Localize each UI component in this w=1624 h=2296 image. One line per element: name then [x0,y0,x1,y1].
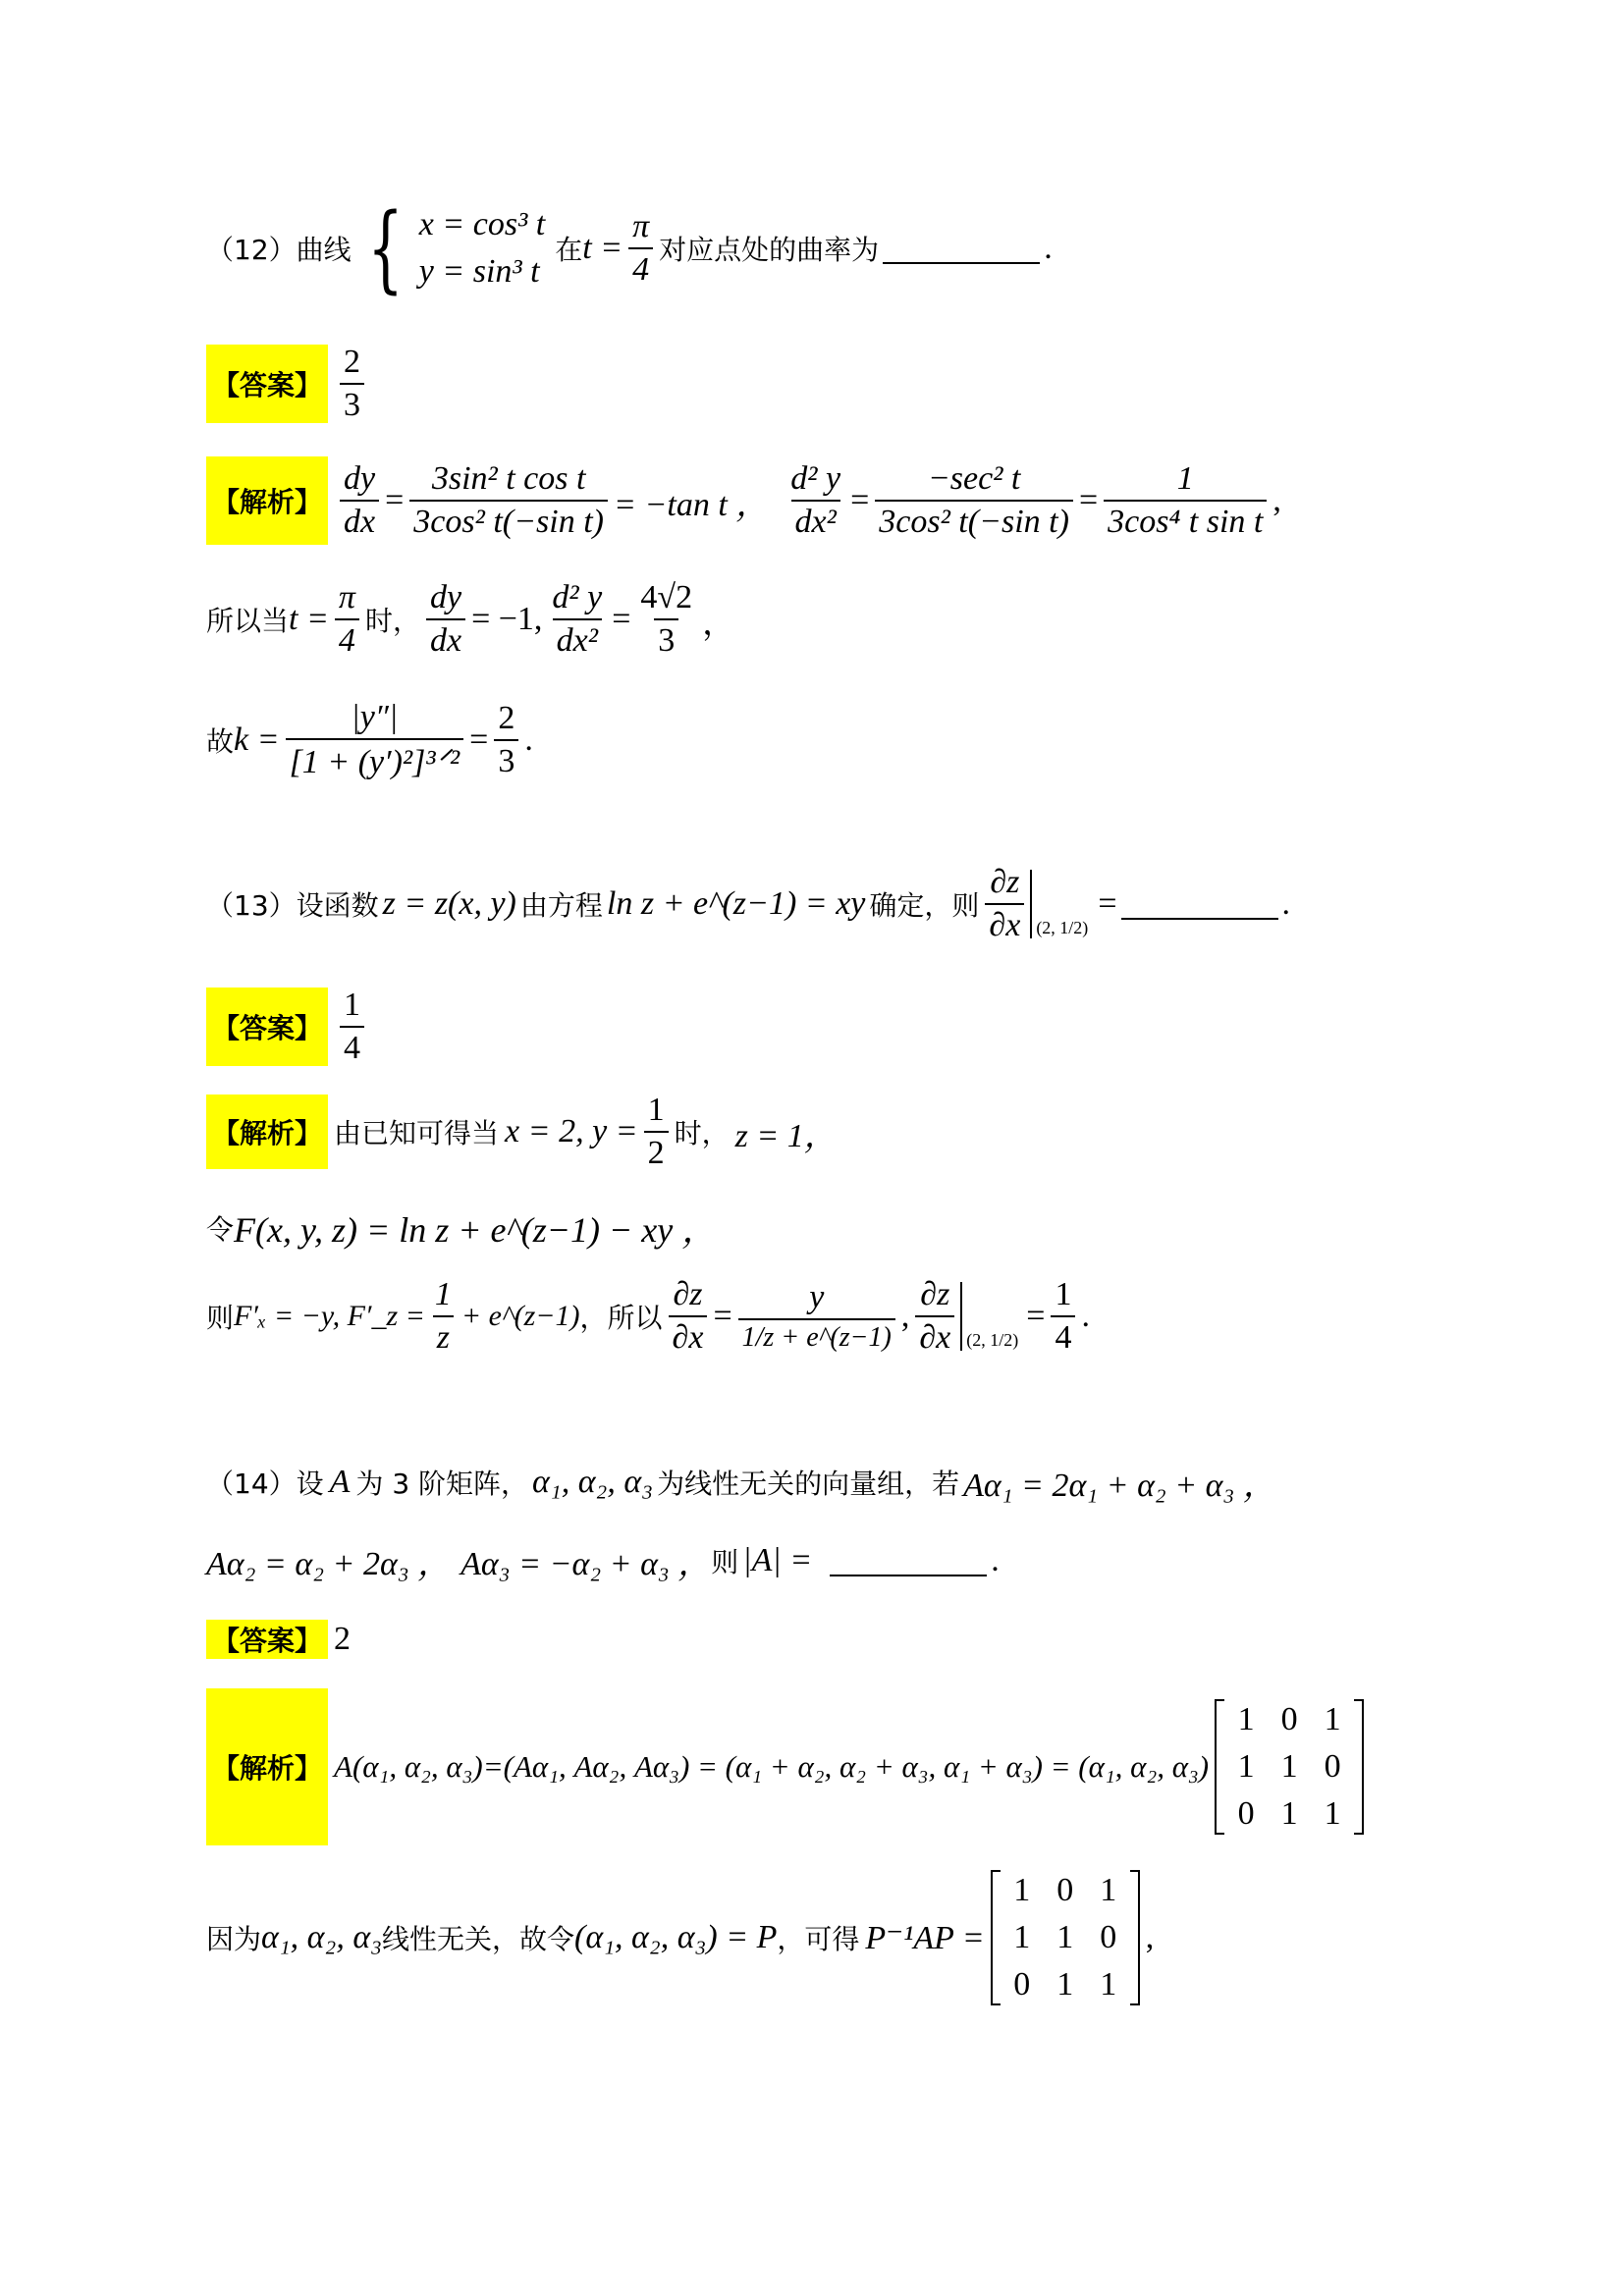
sol12-frac1 [409,460,608,541]
sol14-inv: P⁻¹AP = [865,1920,985,1956]
sol13-px: ∂x [669,1315,708,1357]
q12-answer-blank [883,233,1040,264]
sol12-d2ydx2 [548,579,606,660]
q12-pi-over-4 [628,208,653,289]
q12-parametric-system [419,206,546,291]
matrix-cell: 1 [1237,1701,1255,1737]
sol14-line1 [206,1688,1370,1845]
q14-then: 则 [711,1545,739,1578]
sol13-when: 时， [674,1117,730,1149]
sol13-1: 1 [434,1276,452,1312]
sol12-four: 4 [335,618,359,660]
sol13-result-den: 4 [1051,1315,1075,1357]
sol13-pz2: ∂z [920,1276,950,1312]
q14-answer-blank [830,1545,987,1576]
sol13-line2 [206,1202,717,1253]
sol12-frac2-num: −sec² t [927,460,1021,497]
q14-eq1: Aα₁ = 2α₁ + α₂ + α₃ ， [963,1468,1276,1504]
q12-end: . [1044,230,1053,266]
ans13 [206,987,370,1067]
sol12-pi: π [338,579,355,615]
sol12-dx2: dx² [553,618,602,660]
q13-pz: ∂z [990,864,1020,900]
sol14-matrix [1215,1699,1364,1835]
sol13-dot: . [1081,1298,1090,1334]
q13-equation: ln z + e^(z−1) = xy [606,885,866,922]
sol12-dx: dx [426,618,465,660]
matrix-cell: 0 [1324,1748,1341,1785]
sol13-partial2 [915,1276,954,1357]
q14-t2: 为线性无关的向量组，若 [657,1467,960,1500]
ans12 [206,344,370,424]
sol14-matrix2 [991,1870,1140,2005]
sol13-y-den: 1/z + e^(z−1) [738,1318,895,1354]
sol12-dydx [426,579,465,660]
sol13-ze: 则 [206,1302,235,1334]
matrix-cell: 1 [1013,1919,1031,1955]
q14-alphas: α₁, α₂, α₃ [532,1463,654,1500]
q12-x-equation: x = cos³ t [418,206,546,242]
d2y: d² y [790,460,841,497]
q14-t1: 为 3 阶矩阵， [355,1467,529,1500]
ans14-value: 2 [334,1621,352,1657]
q12-t-eq: t = [582,230,623,266]
matrix-cell: 1 [1100,1872,1117,1908]
q13-det: 确定，则 [869,889,980,922]
sol13-line1 [206,1092,838,1172]
sol13-half [644,1092,669,1172]
curvature-result-den: 3 [494,739,518,780]
matrix-cell: 1 [1056,1966,1074,2002]
q12-question [206,193,1053,303]
sol14-mid: 线性无关，故令 [382,1923,575,1955]
sol13-so: ，所以 [579,1302,663,1334]
q12-number: （12）曲线 [206,234,352,266]
sol12-frac2 [875,460,1073,541]
q13-eval-bar [1030,870,1088,938]
matrix-cell: 0 [1056,1872,1074,1908]
answer-tag: 【答案】 [206,988,328,1066]
q13-question [206,864,1290,944]
d2y-dx2 [786,460,844,541]
curvature-fraction [286,699,464,781]
solution-tag: 【解析】 [206,1688,328,1845]
sol13-half-den: 2 [644,1131,669,1172]
curvature-result [494,700,518,780]
solution-tag: 【解析】 [206,456,328,545]
dy-dx [340,460,379,541]
sol13-z: z = 1， [734,1117,838,1154]
sol14-alphas: α₁, α₂, α₃ [261,1919,383,1955]
sol13-1-over-z [431,1276,456,1357]
ans13-fraction [340,987,364,1067]
sol13-eval-bar [960,1282,1018,1351]
sol12-mid: = −1, [471,601,543,637]
sol13-z-den: z [433,1315,454,1357]
sol14-get: ，可得 [777,1923,860,1955]
matrix-cell: 1 [1324,1795,1341,1832]
curvature-den: [1 + (y′)²]³ᐟ² [286,738,464,781]
matrix-cell: 1 [1013,1872,1031,1908]
sol12-4root2: 4√2 [640,579,693,615]
q13-px: ∂x [985,903,1024,944]
sol12-neg-tan: = −tan t ， [613,486,770,523]
matrix-cell: 1 [1280,1795,1298,1832]
q13-number: （13）设函数 [206,889,379,922]
sol13-Fx: F′ₓ = −y, F′_z = [234,1300,425,1332]
matrix-cell: 0 [1280,1701,1298,1737]
dy: dy [344,460,376,497]
q12-text: 对应点处的曲率为 [659,234,880,266]
sol12-frac3-den: 3cos⁴ t sin t [1104,500,1267,541]
sol12-frac3 [1104,460,1267,541]
sol12-line2: 所以当 t = $\frac{\pi}{4}$ 时， $\frac{dy}{dx}$ = −1, $\frac{\text{d² y}}{\text{dx²}}$ = $\frac{4√2}{3}$ ， [206,579,736,659]
matrix-cell: 1 [1280,1748,1298,1785]
q14-line1 [206,1458,1276,1506]
sol12-frac3-num: 1 [1176,460,1194,497]
sol14-line2 [206,1870,1154,2005]
sol13-half-num: 1 [647,1092,665,1128]
dx2: dx² [791,500,840,541]
left-brace-icon: { [366,193,404,303]
matrix-cell: 0 [1013,1966,1031,2002]
sol14-equation: A(α₁, α₂, α₃)=(Aα₁, Aα₂, Aα₃) = (α₁ + α₂, α₂ + α₃, α₁ + α₃) = (α₁, α₂, α₃) [334,1749,1210,1784]
q13-eval-point: (2, 1/2) [1036,918,1089,937]
sol13-line3 [206,1276,1090,1357]
matrix-cell: 0 [1237,1795,1255,1832]
sol12-when: 时， [364,605,420,637]
q14-end: . [991,1541,1000,1578]
sol12-t: t = [289,601,329,637]
sol14-comma: , [1145,1919,1155,1955]
sol13-result-num: 1 [1055,1276,1072,1312]
sol14-P: (α₁, α₂, α₃) = P [574,1919,778,1955]
dx: dx [340,500,379,541]
ans12-den: 3 [340,383,364,424]
ans12-num: 2 [344,344,361,380]
sol12-d2y: d² y [552,579,603,615]
sol12-frac2-den: 3cos² t(−sin t) [875,500,1073,541]
sol13-ling: 令 [206,1212,235,1246]
sol13-eq2: = [1026,1298,1046,1334]
q13-mid: 由方程 [519,889,603,922]
sol13-partial [669,1276,708,1357]
answer-tag: 【答案】 [206,1620,328,1659]
sol12-pi-over-4 [335,579,359,660]
sol14-prefix: 因为 [206,1923,262,1955]
sol13-text: 由已知可得当 [334,1117,500,1149]
sol13-eq: = [713,1298,732,1334]
q13-partial [985,864,1024,944]
sol12-prefix: 所以当 [206,605,290,637]
sol12-k: k = [234,721,280,758]
matrix-cell: 0 [1100,1919,1117,1955]
sol13-eval-point: (2, 1/2) [966,1330,1019,1350]
sol13-plus-e: + e^(z−1) [460,1300,580,1332]
matrix-cell: 1 [1100,1966,1117,2002]
sol12-3: 3 [654,618,678,660]
sol12-comma2: ， [702,605,736,642]
ans12-fraction [340,344,364,424]
answer-tag: 【答案】 [206,345,328,423]
matrix-cell: 1 [1056,1919,1074,1955]
ans14 [206,1620,351,1659]
sol12-4root2-over-3 [636,579,696,660]
sol12-dot: . [524,721,533,758]
sol13-pz: ∂z [673,1276,703,1312]
q14-eq3: Aα₃ = −α₂ + α₃ ， [460,1546,712,1582]
sol13-y-frac [738,1279,895,1354]
sol13-comma: , [900,1298,910,1334]
sol12-line1: 【解析】 $\frac{dy}{dx}$ = $\frac{\text{3sin² t cos t}}{\text{3cos² t(−sin t)}}$ = −tan t ， $\frac{\text{d² y}}{\text{dx²}}$ = $\frac{\text{−sec² t}}{\text{3cos² t(−sin t)}}$ = $\frac{1}{\text{3cos⁴ t sin t}}$ , [206,456,1281,545]
sol12-dy: dy [429,579,462,615]
q14-det: |A| = [742,1541,813,1578]
q12-four: 4 [628,247,653,289]
ans13-num: 1 [344,987,361,1023]
sol12-line3 [206,699,533,781]
q13-end: . [1281,885,1290,922]
matrix-cell: 1 [1324,1701,1341,1737]
sol13-xy: x = 2, y = [505,1113,638,1149]
sol13-y: y [809,1279,825,1315]
q13-eq: = [1098,885,1117,922]
sol13-F: F(x, y, z) = ln z + e^(z−1) − xy ， [234,1210,718,1250]
q14-eq2: Aα₂ = α₂ + 2α₃ ， [206,1546,452,1582]
matrix-cell: 1 [1237,1748,1255,1785]
sol12-frac1-den: 3cos² t(−sin t) [409,500,608,541]
sol12-eq: = [469,721,489,758]
curvature-num: |y″| [351,699,399,735]
curvature-result-num: 2 [498,700,515,736]
q14-A: A [329,1463,351,1500]
ans13-den: 4 [340,1026,364,1067]
solution-tag: 【解析】 [206,1095,328,1169]
sol12-frac1-num: 3sin² t cos t [431,460,586,497]
q12-y-equation: y = sin³ t [418,253,540,290]
q14-number: （14）设 [206,1467,324,1500]
sol13-px2: ∂x [915,1315,954,1357]
sol12-gu: 故 [206,725,235,758]
q12-pi: π [632,208,650,244]
q14-line2 [206,1536,1000,1584]
sol12-comma: , [1272,482,1281,518]
sol13-result [1051,1276,1075,1357]
q12-at: 在 [555,234,583,266]
q13-zdef: z = z(x, y) [382,885,516,922]
q13-answer-blank [1121,888,1278,920]
